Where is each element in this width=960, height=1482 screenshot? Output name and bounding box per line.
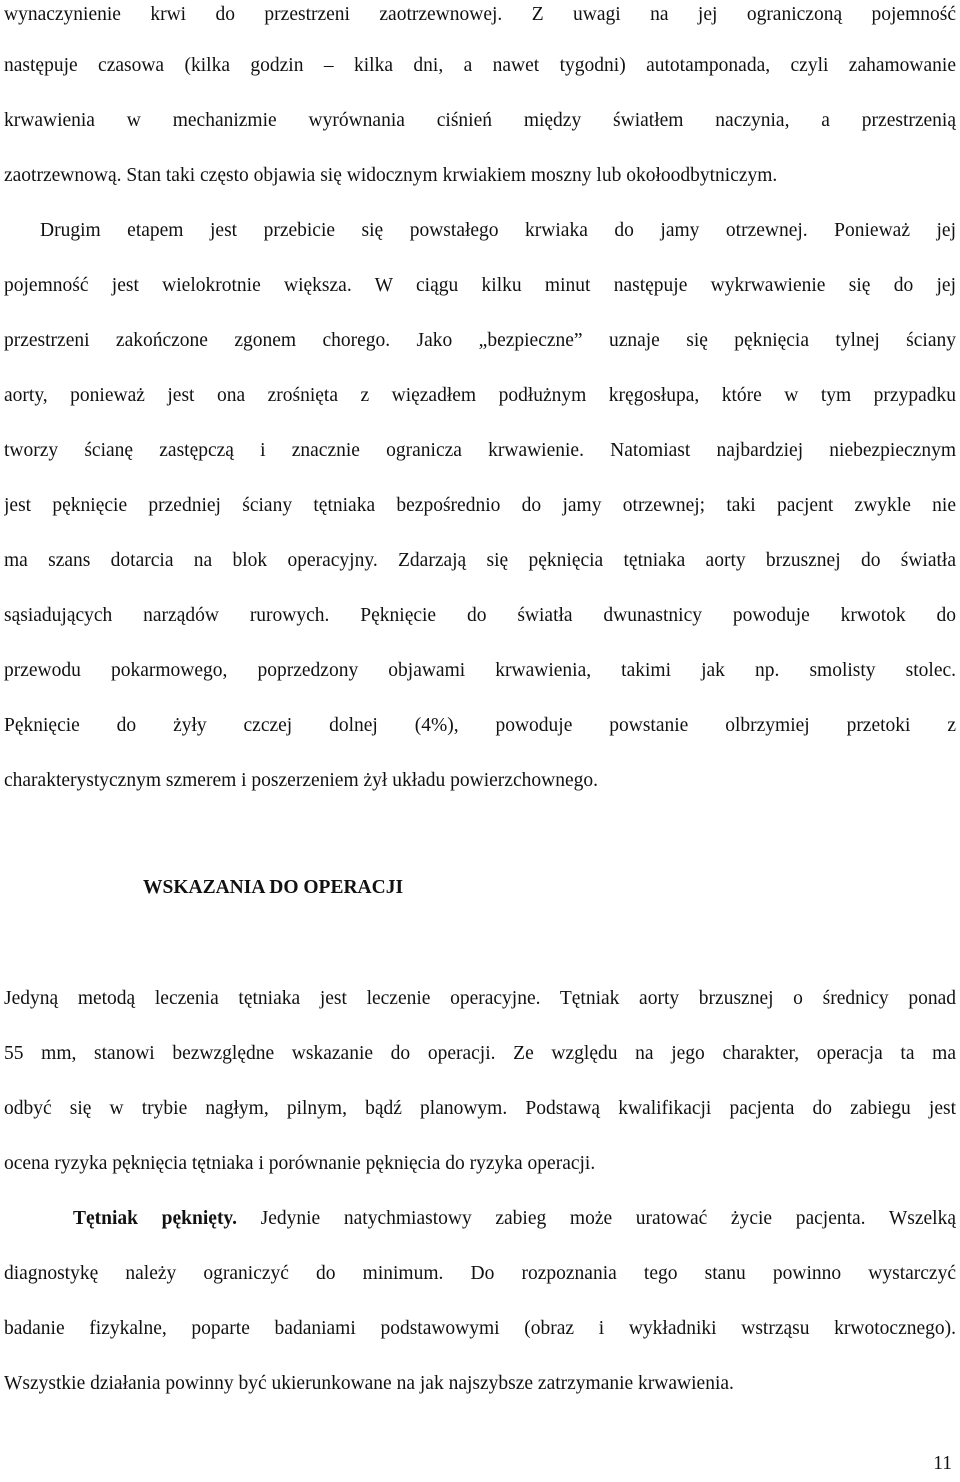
paragraph-4-line-4: Wszystkie działania powinny być ukierunkowane na jak najszybsze zatrzymanie krwawienia. — [4, 1373, 734, 1394]
page-number: 11 — [933, 1453, 952, 1474]
paragraph-3-line-4: ocena ryzyka pęknięcia tętniaka i porównanie pęknięcia do ryzyka operacji. — [4, 1153, 596, 1174]
paragraph-3-line-2: 55 mm, stanowi bezwzględne wskazanie do operacji. Ze względu na jego charakter, operacja ta ma — [4, 1043, 956, 1064]
paragraph-4-line-2: diagnostykę należy ograniczyć do minimum. Do rozpoznania tego stanu powinno wystarczyć — [4, 1263, 956, 1284]
paragraph-4-bold-lead: Tętniak pęknięty. — [73, 1208, 237, 1229]
paragraph-1-line-1: wynaczynienie krwi do przestrzeni zaotrzewnowej. Z uwagi na jej ograniczoną pojemność — [4, 4, 956, 25]
paragraph-2-line-5: tworzy ścianę zastępczą i znacznie ogranicza krwawienie. Natomiast najbardziej niebezpiecznym — [4, 440, 956, 461]
paragraph-1-line-4: zaotrzewnową. Stan taki często objawia się widocznym krwiakiem moszny lub okołoodbytniczym. — [4, 165, 778, 186]
paragraph-1-line-3: krwawienia w mechanizmie wyrównania ciśnień między światłem naczynia, a przestrzenią — [4, 110, 956, 131]
paragraph-2-line-3: przestrzeni zakończone zgonem chorego. Jako „bezpieczne” uznaje się pęknięcia tylnej ściany — [4, 330, 956, 351]
paragraph-2-line-6: jest pęknięcie przedniej ściany tętniaka bezpośrednio do jamy otrzewnej; taki pacjent zwykle nie — [4, 495, 956, 516]
paragraph-2-line-1: Drugim etapem jest przebicie się powstałego krwiaka do jamy otrzewnej. Ponieważ jej — [40, 220, 956, 241]
paragraph-4-line-1 — [73, 1204, 956, 1234]
paragraph-2-line-9: przewodu pokarmowego, poprzedzony objawami krwawienia, takimi jak np. smolisty stolec. — [4, 660, 956, 681]
paragraph-4-line-3: badanie fizykalne, poparte badaniami podstawowymi (obraz i wykładniki wstrząsu krwotocznego). — [4, 1318, 956, 1339]
paragraph-2-line-4: aorty, ponieważ jest ona zrośnięta z więzadłem podłużnym kręgosłupa, które w tym przypadku — [4, 385, 956, 406]
section-heading: WSKAZANIA DO OPERACJI — [143, 877, 404, 898]
paragraph-3-line-1: Jedyną metodą leczenia tętniaka jest leczenie operacyjne. Tętniak aorty brzusznej o średnicy ponad — [4, 988, 956, 1009]
paragraph-2-line-8: sąsiadujących narządów rurowych. Pęknięcie do światła dwunastnicy powoduje krwotok do — [4, 605, 956, 626]
paragraph-2-line-7: ma szans dotarcia na blok operacyjny. Zdarzają się pęknięcia tętniaka aorty brzusznej do światła — [4, 550, 956, 571]
paragraph-3-line-3: odbyć się w trybie nagłym, pilnym, bądź planowym. Podstawą kwalifikacji pacjenta do zabiegu jest — [4, 1098, 956, 1119]
paragraph-2-line-11: charakterystycznym szmerem i poszerzeniem żył układu powierzchownego. — [4, 770, 598, 791]
paragraph-1-line-2: następuje czasowa (kilka godzin – kilka dni, a nawet tygodni) autotamponada, czyli zahamowanie — [4, 55, 956, 76]
paragraph-2-line-2: pojemność jest wielokrotnie większa. W ciągu kilku minut następuje wykrwawienie się do jej — [4, 275, 956, 296]
paragraph-4-line-1-rest: Jedynie natychmiastowy zabieg może uratować życie pacjenta. Wszelką — [236, 1208, 956, 1229]
paragraph-2-line-10: Pęknięcie do żyły czczej dolnej (4%), powoduje powstanie olbrzymiej przetoki z — [4, 715, 956, 736]
